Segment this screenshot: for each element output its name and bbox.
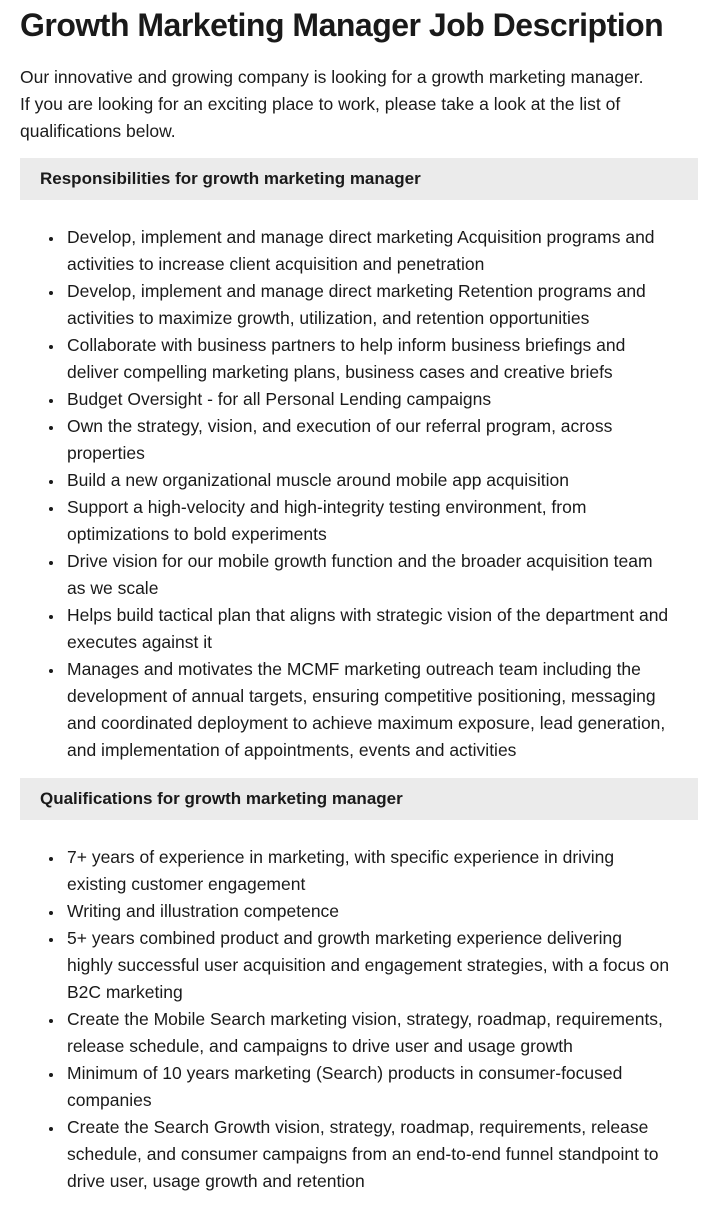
responsibilities-list — [20, 224, 698, 764]
list-item: • 5+ years combined product and growth marketing experience delivering highly successful user acquisition and engagement strategies, with a focus on B2C marketing — [64, 925, 670, 1006]
list-item: • Budget Oversight - for all Personal Lending campaigns — [64, 386, 670, 413]
list-item: • Create the Mobile Search marketing vision, strategy, roadmap, requirements, release schedule, and campaigns to drive user and usage growth — [64, 1006, 670, 1060]
list-item: • Drive vision for our mobile growth function and the broader acquisition team as we scale — [64, 548, 670, 602]
list-item: • Helps build tactical plan that aligns with strategic vision of the department and executes against it — [64, 602, 670, 656]
list-item: • Build a new organizational muscle around mobile app acquisition — [64, 467, 670, 494]
list-item: • Manages and motivates the MCMF marketing outreach team including the development of annual targets, ensuring competitive positioning, messaging and coordinated deployment to achieve maximum exposure, lead generation, and implementation of appointments, events and activities — [64, 656, 670, 764]
list-item: • Create the Search Growth vision, strategy, roadmap, requirements, release schedule, and consumer campaigns from an end-to-end funnel standpoint to drive user, usage growth and retention — [64, 1114, 670, 1195]
intro-paragraph: Our innovative and growing company is looking for a growth marketing manager. If you are looking for an exciting place to work, please take a look at the list of qualifications below. — [20, 67, 644, 141]
qualifications-list — [20, 844, 698, 1195]
list-item: • Own the strategy, vision, and execution of our referral program, across properties — [64, 413, 670, 467]
responsibilities-section — [20, 158, 698, 764]
qualifications-heading: Qualifications for growth marketing manager — [20, 778, 698, 820]
list-item: • Minimum of 10 years marketing (Search) products in consumer-focused companies — [64, 1060, 670, 1114]
list-item: • Develop, implement and manage direct marketing Acquisition programs and activities to increase client acquisition and penetration — [64, 224, 670, 278]
page-title: Growth Marketing Manager Job Description — [20, 7, 664, 43]
list-item: • Develop, implement and manage direct marketing Retention programs and activities to maximize growth, utilization, and retention opportunities — [64, 278, 670, 332]
list-item: • Support a high-velocity and high-integrity testing environment, from optimizations to bold experiments — [64, 494, 670, 548]
list-item: • Collaborate with business partners to help inform business briefings and deliver compelling marketing plans, business cases and creative briefs — [64, 332, 670, 386]
list-item: • 7+ years of experience in marketing, with specific experience in driving existing customer engagement — [64, 844, 670, 898]
qualifications-section — [20, 778, 698, 1195]
list-item: • Writing and illustration competence — [64, 898, 670, 925]
responsibilities-heading: Responsibilities for growth marketing manager — [20, 158, 698, 200]
